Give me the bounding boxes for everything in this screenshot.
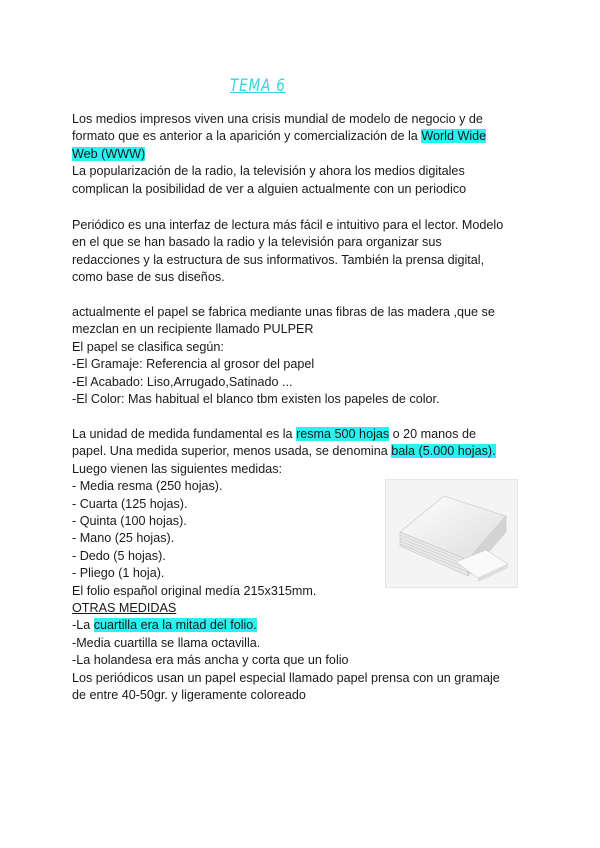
text-line: -Media cuartilla se llama octavilla. xyxy=(72,635,261,650)
text-line xyxy=(72,128,532,145)
text-line: actualmente el papel se fabrica mediante unas fibras de las madera ,que se xyxy=(72,305,495,319)
text-fragment: papel. Una medida superior, menos usada, se denomina xyxy=(72,444,392,459)
highlighted-text: World Wide xyxy=(421,129,487,144)
list-item: - Mano (25 hojas). xyxy=(72,531,175,546)
text-line: La popularización de la radio, la televisión y ahora los medios digitales xyxy=(72,164,465,179)
text-line: El folio español original medía 215x315mm. xyxy=(72,583,317,598)
section-heading: OTRAS MEDIDAS xyxy=(72,601,177,616)
text-line: Luego vienen las siguientes medidas: xyxy=(72,461,283,476)
text-line: Periódico es una interfaz de lectura más fácil e intuitivo para el lector. Modelo xyxy=(72,218,504,232)
paragraph-papel xyxy=(72,304,532,408)
text-fragment: formato que es anterior a la aparición y comercialización de la xyxy=(72,129,422,144)
text-line: -La holandesa era más ancha y corta que un folio xyxy=(72,653,349,668)
text-line: mezclan en un recipiente llamado PULPER xyxy=(72,322,314,337)
text-line: de entre 40-50gr. y ligeramente coloreado xyxy=(72,688,306,703)
highlighted-text: resma 500 hojas xyxy=(296,427,390,441)
text-line: Los periódicos usan un papel especial llamado papel prensa con un gramaje xyxy=(72,670,500,685)
text-line: en el que se han basado la radio y la televisión para organizar sus xyxy=(72,235,442,250)
paper-stack-illustration xyxy=(386,480,517,587)
list-item: - Dedo (5 hojas). xyxy=(72,548,166,563)
paper-stack-image xyxy=(385,479,518,588)
text-line: complican la posibilidad de ver a alguien actualmente con un periodico xyxy=(72,181,467,196)
text-line: El papel se clasifica según: xyxy=(72,339,224,354)
page-title: TEMA 6 xyxy=(230,76,286,96)
list-item: - Quinta (100 hojas). xyxy=(72,514,187,529)
text-line: -El Gramaje: Referencia al grosor del papel xyxy=(72,357,315,372)
highlighted-text: bala (5.000 hojas). xyxy=(391,444,496,459)
text-line: -El Color: Mas habitual el blanco tbm existen los papeles de color. xyxy=(72,392,440,407)
text-fragment: La unidad de medida fundamental es la xyxy=(72,427,297,441)
list-item: - Media resma (250 hojas). xyxy=(72,479,223,494)
highlighted-text: cuartilla era la mitad del folio. xyxy=(93,618,257,633)
paragraph-periodico xyxy=(72,217,532,287)
text-line: redacciones y la estructura de sus informativos. También la prensa digital, xyxy=(72,252,485,267)
text-line xyxy=(72,443,532,460)
text-line xyxy=(72,426,532,443)
list-item: - Pliego (1 hoja). xyxy=(72,566,165,581)
text-line xyxy=(72,146,532,163)
text-line: como base de sus diseños. xyxy=(72,270,225,285)
highlighted-text: Web (WWW) xyxy=(72,146,146,161)
text-line: -El Acabado: Liso,Arrugado,Satinado ... xyxy=(72,374,293,389)
text-line xyxy=(72,617,532,634)
list-item: - Cuarta (125 hojas). xyxy=(72,496,188,511)
text-line: Los medios impresos viven una crisis mundial de modelo de negocio y de xyxy=(72,112,483,126)
text-fragment: o 20 manos de xyxy=(389,427,476,441)
text-fragment: -La xyxy=(72,618,94,633)
paragraph-intro xyxy=(72,111,532,198)
